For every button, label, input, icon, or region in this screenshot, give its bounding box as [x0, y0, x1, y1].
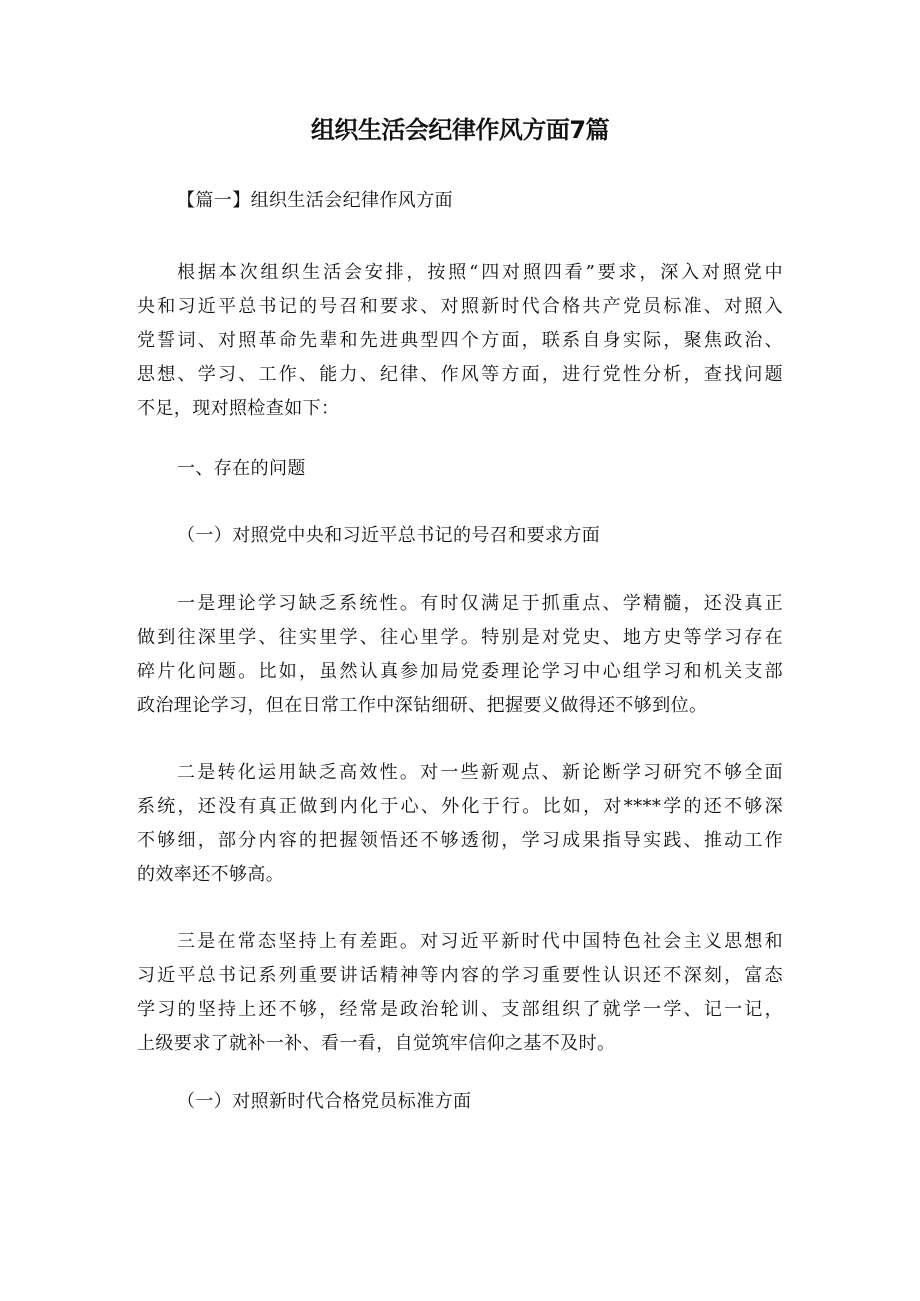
para-3-line-2: 习近平总书记系列重要讲话精神等内容的学习重要性认识还不深刻，富态: [137, 965, 783, 986]
para-1-line-1: 一是理论学习缺乏系统性。有时仅满足于抓重点、学精髓，还没真正: [177, 593, 783, 614]
para-2-line-1: 二是转化运用缺乏高效性。对一些新观点、新论断学习研究不够全面: [177, 762, 783, 783]
para-1-line-3: 碎片化问题。比如，虽然认真参加局党委理论学习中心组学习和机关支部: [137, 661, 783, 682]
section-heading: 【篇一】组织生活会纪律作风方面: [177, 190, 453, 211]
para-3-line-1: 三是在常态坚持上有差距。对习近平新时代中国特色社会主义思想和: [177, 931, 783, 952]
para-2-line-4: 的效率还不够高。: [137, 864, 285, 885]
para-2-line-2: 系统，还没有真正做到内化于心、外化于行。比如，对****学的还不够深: [137, 796, 783, 817]
intro-line-3: 党誓词、对照革命先辈和先进典型四个方面，联系自身实际，聚焦政治、: [137, 330, 783, 351]
subheading-2: （一）对照新时代合格党员标准方面: [177, 1091, 472, 1112]
part-heading: 一、存在的问题: [177, 458, 306, 479]
intro-line-2: 央和习近平总书记的号召和要求、对照新时代合格共产党员标准、对照入: [137, 296, 783, 317]
para-2-line-3: 不够细，部分内容的把握领悟还不够透彻，学习成果指导实践、推动工作: [137, 830, 783, 851]
subheading-1: （一）对照党中央和习近平总书记的号召和要求方面: [177, 525, 601, 546]
para-1-line-2: 做到往深里学、往实里学、往心里学。特别是对党史、地方史等学习存在: [137, 627, 783, 648]
para-1-line-4: 政治理论学习，但在日常工作中深钻细研、把握要义做得还不够到位。: [137, 695, 708, 716]
intro-line-5: 不足，现对照检查如下：: [137, 398, 340, 419]
intro-line-4: 思想、学习、工作、能力、纪律、作风等方面，进行党性分析，查找问题: [137, 364, 783, 385]
document-title: 组织生活会纪律作风方面7篇: [310, 116, 610, 144]
para-3-line-4: 上级要求了就补一补、看一看，自觉筑牢信仰之基不及时。: [137, 1033, 616, 1054]
para-3-line-3: 学习的坚持上还不够，经常是政治轮训、支部组织了就学一学、记一记，: [137, 999, 783, 1020]
intro-line-1: 根据本次组织生活会安排，按照“四对照四看”要求，深入对照党中: [177, 262, 783, 283]
